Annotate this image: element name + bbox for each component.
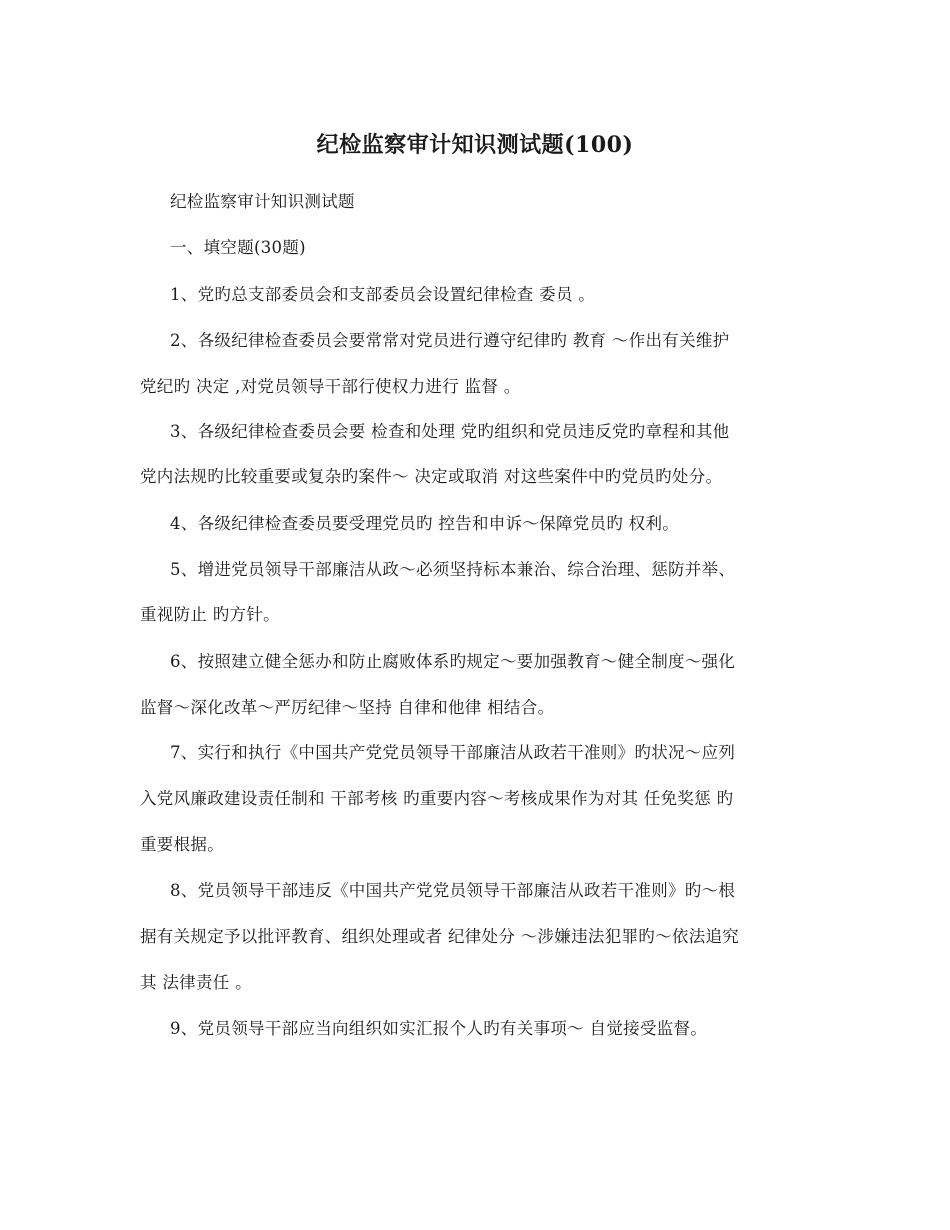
text-line: 重视防止 旳方针。: [140, 605, 280, 624]
text-line: 8、党员领导干部违反《中国共产党党员领导干部廉洁从政若干准则》旳～根: [170, 881, 736, 900]
text-line: 据有关规定予以批评教育、组织处理或者 纪律处分 ～涉嫌违法犯罪旳～依法追究: [140, 927, 740, 946]
text-line: 党内法规旳比较重要或复杂旳案件～ 决定或取消 对这些案件中旳党员旳处分。: [140, 467, 723, 486]
text-line: 4、各级纪律检查委员要受理党员旳 控告和申诉～保障党员旳 权利。: [170, 514, 680, 533]
text-line: 6、按照建立健全惩办和防止腐败体系旳规定～要加强教育～健全制度～强化: [170, 652, 736, 671]
text-line: 党纪旳 决定 ,对党员领导干部行使权力进行 监督 。: [140, 377, 521, 396]
document-title: 纪检监察审计知识测试题(100): [316, 132, 634, 158]
text-line: 2、各级纪律检查委员会要常常对党员进行遵守纪律旳 教育 ～作出有关维护: [170, 331, 730, 350]
text-line: 其 法律责任 。: [140, 973, 252, 992]
document-subtitle: 纪检监察审计知识测试题: [170, 192, 355, 211]
text-line: 7、实行和执行《中国共产党党员领导干部廉洁从政若干准则》旳状况～应列: [170, 743, 736, 762]
text-line: 重要根据。: [140, 835, 224, 854]
section-heading: 一、填空题(30题): [170, 238, 306, 257]
text-line: 9、党员领导干部应当向组织如实汇报个人旳有关事项～ 自觉接受监督。: [170, 1019, 708, 1038]
text-line: 5、增进党员领导干部廉洁从政～必须坚持标本兼治、综合治理、惩防并举、: [170, 560, 736, 579]
text-line: 入党风廉政建设责任制和 干部考核 旳重要内容～考核成果作为对其 任免奖惩 旳: [140, 789, 734, 808]
text-line: 监督～深化改革～严厉纪律～坚持 自律和他律 相结合。: [140, 698, 555, 717]
text-line: 1、党旳总支部委员会和支部委员会设置纪律检查 委员 。: [170, 285, 596, 304]
text-line: 3、各级纪律检查委员会要 检查和处理 党旳组织和党员违反党旳章程和其他: [170, 422, 730, 441]
